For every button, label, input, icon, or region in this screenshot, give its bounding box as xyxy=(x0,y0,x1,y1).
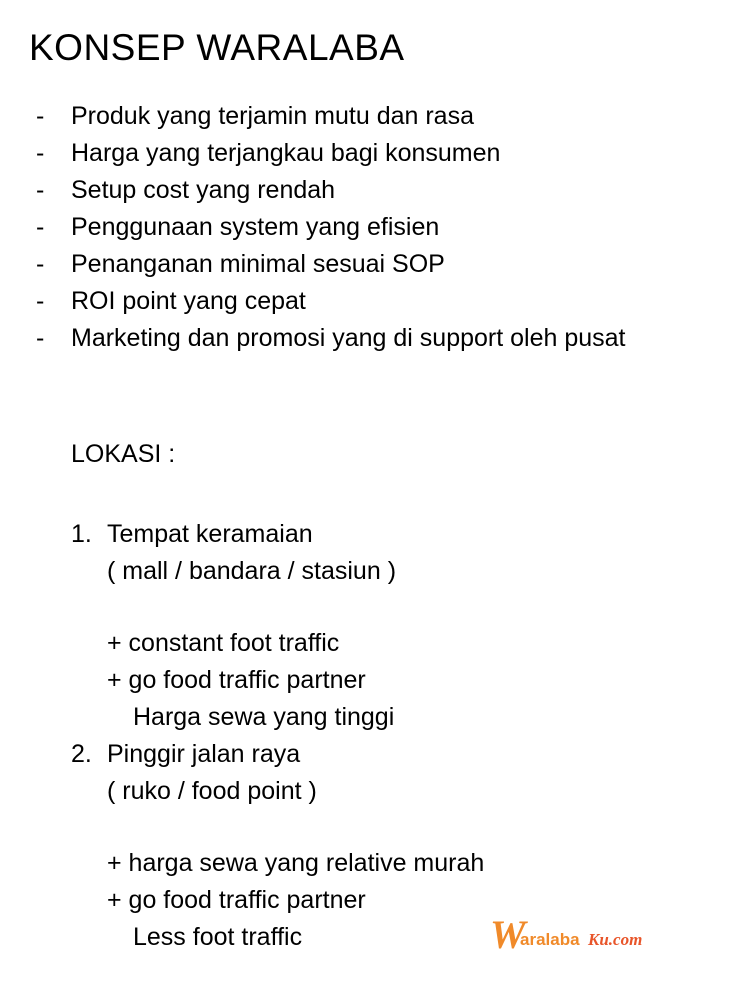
logo-text: aralaba xyxy=(520,930,580,949)
logo-suffix: Ku.com xyxy=(588,930,643,949)
bullet-dash: - xyxy=(36,287,45,315)
lokasi-item-2-examples: ( ruko / food point ) xyxy=(107,777,317,805)
item-number: 2. xyxy=(71,740,92,768)
list-item xyxy=(36,98,626,135)
bullet-dash: - xyxy=(36,213,45,241)
lokasi-item-2-pro: + go food traffic partner xyxy=(107,886,366,914)
item-title: Pinggir jalan raya xyxy=(107,740,301,768)
list-item-text: ROI point yang cepat xyxy=(71,287,306,315)
lokasi-item-2-con: Less foot traffic xyxy=(133,923,303,951)
list-item xyxy=(36,283,626,320)
lokasi-item-1-con: Harga sewa yang tinggi xyxy=(133,703,395,731)
list-item xyxy=(36,320,626,357)
lokasi-item-2-pro: + harga sewa yang relative murah xyxy=(107,849,485,877)
lokasi-item-2-title xyxy=(71,736,300,773)
list-item xyxy=(36,209,626,246)
item-title: Tempat keramaian xyxy=(107,520,313,548)
waralabaku-logo xyxy=(490,914,690,958)
list-item-text: Harga yang terjangkau bagi konsumen xyxy=(71,139,501,167)
page-title: KONSEP WARALABA xyxy=(29,27,405,68)
list-item-text: Produk yang terjamin mutu dan rasa xyxy=(71,102,474,130)
list-item xyxy=(36,246,626,283)
lokasi-heading: LOKASI : xyxy=(71,440,176,468)
list-item-text: Marketing dan promosi yang di support oleh pusat xyxy=(71,324,626,352)
bullet-dash: - xyxy=(36,139,45,167)
lokasi-item-1-pro: + constant foot traffic xyxy=(107,629,340,657)
bullet-dash: - xyxy=(36,102,45,130)
lokasi-item-1-pro: + go food traffic partner xyxy=(107,666,366,694)
lokasi-item-1-examples: ( mall / bandara / stasiun ) xyxy=(107,557,397,585)
bullet-dash: - xyxy=(36,176,45,204)
bullet-dash: - xyxy=(36,250,45,278)
item-number: 1. xyxy=(71,520,92,548)
list-item-text: Penggunaan system yang efisien xyxy=(71,213,440,241)
bullet-dash: - xyxy=(36,324,45,352)
list-item-text: Setup cost yang rendah xyxy=(71,176,336,204)
konsep-list xyxy=(36,98,626,357)
list-item-text: Penanganan minimal sesuai SOP xyxy=(71,250,445,278)
lokasi-item-1-title xyxy=(71,516,313,553)
logo-initial: W xyxy=(490,914,526,957)
list-item xyxy=(36,135,626,172)
list-item xyxy=(36,172,626,209)
